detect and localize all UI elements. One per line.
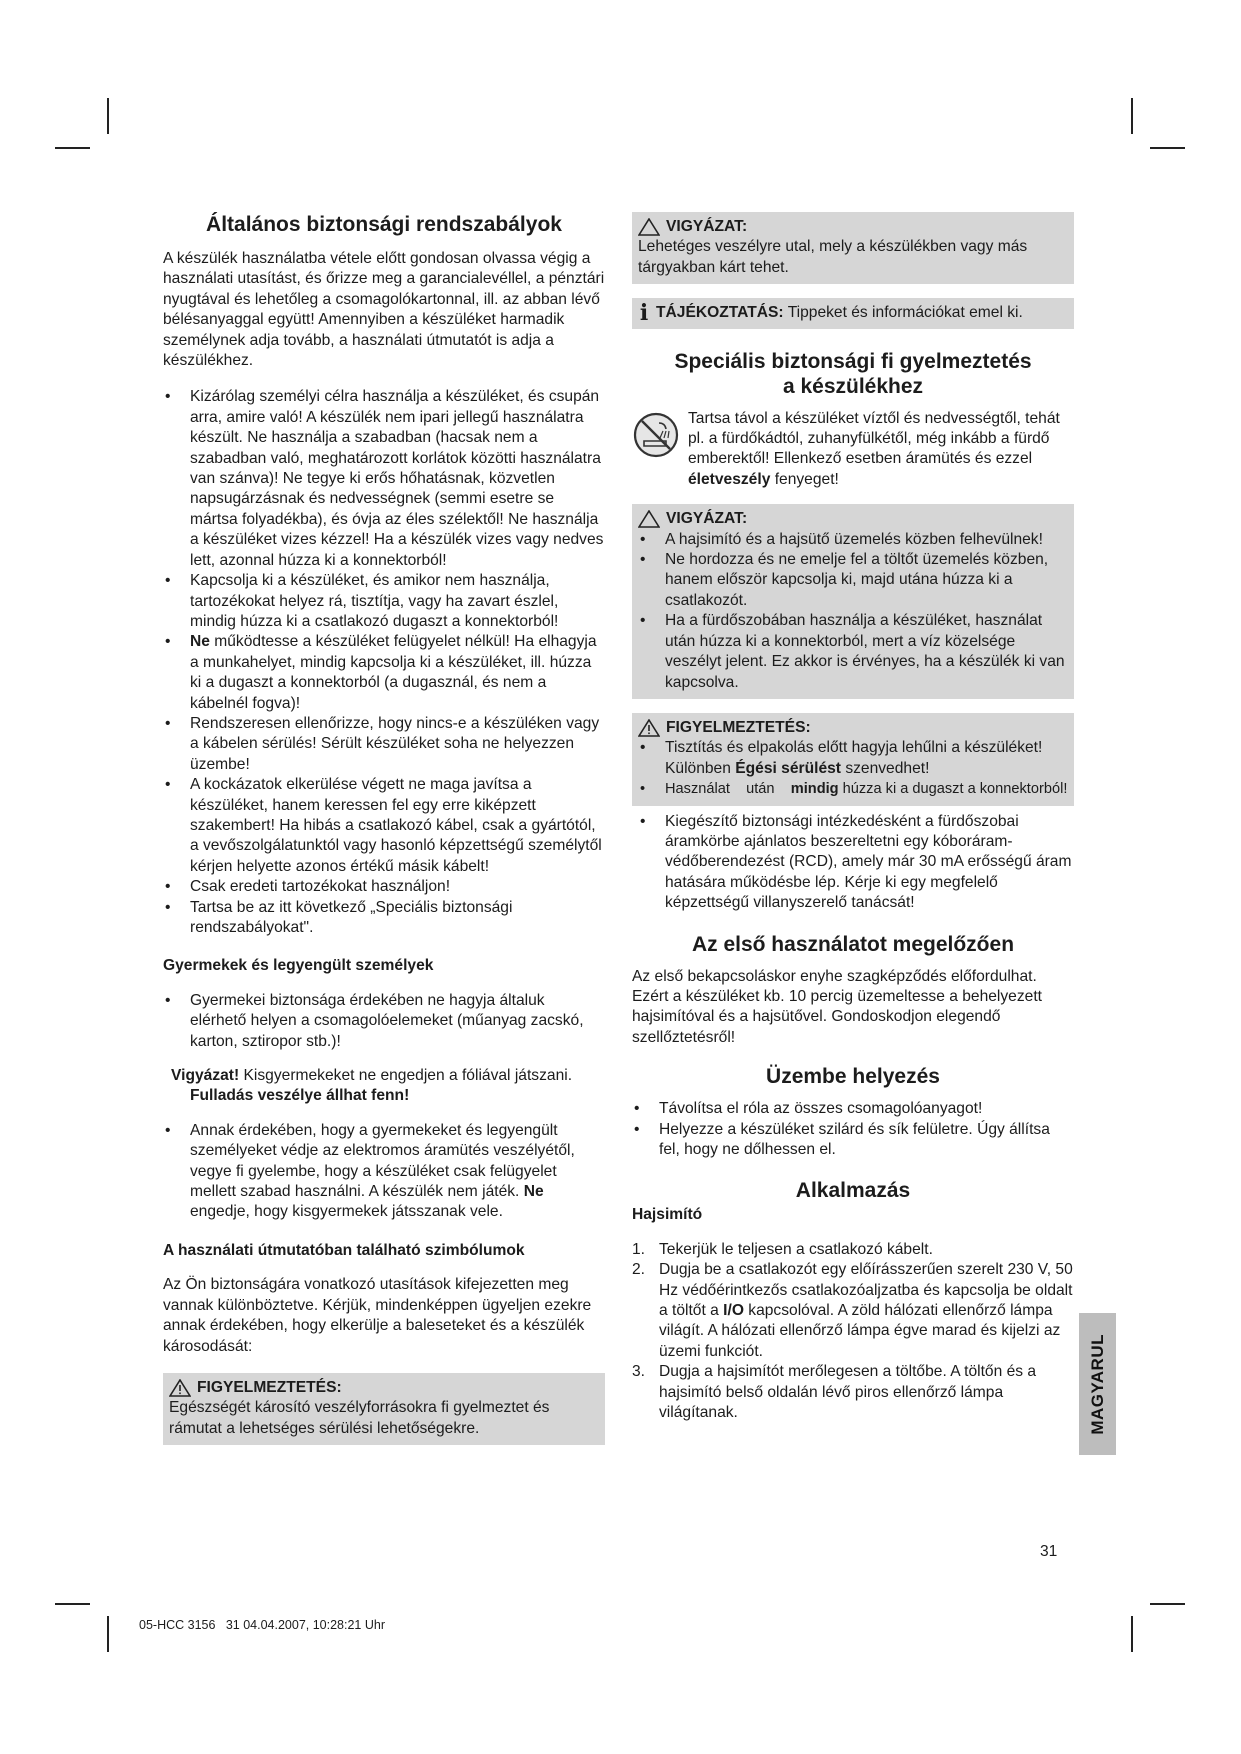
info-icon: i bbox=[639, 300, 649, 327]
step-item bbox=[632, 1260, 1074, 1362]
list-item: • Gyermekei biztonsága érdekében ne hagyja általuk elérhető helyen a csomagolóelemeket (műanyag zacskó, karton, sztiropor stb.)! bbox=[163, 991, 605, 1052]
step-item bbox=[632, 1240, 1074, 1260]
warning-box-title bbox=[638, 718, 1068, 738]
warning-box-title bbox=[169, 1378, 599, 1398]
usage-steps bbox=[632, 1240, 1074, 1424]
right-column bbox=[632, 212, 1074, 1437]
water-warning-tail: fenyeget! bbox=[770, 470, 839, 488]
list-item: • Távolítsa el róla az összes csomagolóanyagot! bbox=[632, 1099, 1074, 1119]
no-water-shower-icon bbox=[632, 411, 680, 459]
caution-title-text: VIGYÁZAT: bbox=[666, 218, 748, 235]
general-safety-list bbox=[163, 387, 605, 938]
warning-box-figyelmeztetes bbox=[632, 713, 1074, 806]
children-heading: Gyermekek és legyengült személyek bbox=[163, 957, 434, 975]
water-warning-text bbox=[688, 409, 1074, 491]
vigyazat-text: Kisgyermekeket ne engedjen a fóliával játszani. bbox=[239, 1067, 573, 1085]
warning-box-figyelmeztetes bbox=[163, 1373, 605, 1445]
list-item: • Helyezze a készüléket szilárd és sík felületre. Úgy állítsa fel, hogy ne dőlhessen el. bbox=[632, 1120, 1074, 1161]
crop-mark bbox=[107, 98, 109, 134]
vigyazat-bold: Vigyázat! bbox=[171, 1067, 240, 1085]
warning-title-text: FIGYELMEZTETÉS: bbox=[197, 1378, 342, 1396]
crop-mark bbox=[1131, 1616, 1133, 1652]
caution-box-title bbox=[638, 217, 1068, 237]
step-text: Dugja be a csatlakozót egy előírásszerűen szerelt 230 V, 50 Hz védőérintkezős csatlakozóaljzatba és kapcsolja be oldalt a töltőt a bbox=[659, 1261, 1073, 1320]
list-item-text: engedje, hogy kisgyermekek játsszanak vele. bbox=[190, 1203, 503, 1221]
info-text-body: Tippeket és információkat emel ki. bbox=[783, 304, 1023, 322]
hajsimito-heading: Hajsimító bbox=[632, 1206, 703, 1224]
list-item: • Csak eredeti tartozékokat használjon! bbox=[163, 877, 605, 897]
crop-mark bbox=[1150, 1603, 1185, 1605]
list-item-text: Tisztítás és elpakolás előtt hagyja lehűlni a készüléket! Különben bbox=[665, 739, 1043, 777]
list-item-bold: mindig bbox=[790, 781, 839, 798]
vigyazat-note bbox=[163, 1066, 605, 1107]
list-item-text: húzza ki a dugaszt a konnektorból! bbox=[838, 781, 1068, 798]
warning-box-text: Egészségét károsító veszélyforrásokra fi gyelmeztet és rámutat a lehetséges sérülési lehetőségekre. bbox=[169, 1399, 550, 1437]
first-use-text: Az első bekapcsoláskor enyhe szagképződés előfordulhat. Ezért a készüléket kb. 10 percig üzemeltesse a behelyezett hajsimítóval és a hajsütővel. Gondoskodjon elegendő szellőztetésről! bbox=[632, 967, 1042, 1046]
step-text: Tekerjük le teljesen a csatlakozó kábelt. bbox=[659, 1240, 933, 1258]
children-list bbox=[163, 991, 605, 1052]
special-safety-title bbox=[632, 349, 1074, 399]
step-bold: I/O bbox=[723, 1302, 744, 1320]
general-safety-intro: A készülék használatba vétele előtt gondosan olvassa végig a használati utasítást, és őrizze meg a garancialevéllel, a pénztári nyugtával és lehetőleg a csomagolókartonnal, ill. az abban lévő bélésanyaggal együtt! Amennyiben a készüléket harmadik személynek adja tovább, a használati útmutatót is adja a készülékhez. bbox=[163, 250, 605, 370]
language-tab-label: MAGYARUL bbox=[1087, 1333, 1107, 1435]
rcd-list bbox=[632, 812, 1074, 914]
list-item: • A kockázatok elkerülése végett ne maga javítsa a készüléket, hanem keressen fel egy erre kiképzett szakembert! Ha hibás a csatlakozó kábel, csak a gyártótól, a vevőszolgálatunktól vagy hasonló képzettségű személytől kérjen helyette azonos értékű másik kábelt! bbox=[163, 775, 605, 877]
setup-list bbox=[632, 1099, 1074, 1160]
fulladas-text: Fulladás veszélye állhat fenn! bbox=[190, 1087, 410, 1105]
list-item-text: szenvedhet! bbox=[840, 759, 930, 777]
symbols-heading: A használati útmutatóban található szimbólumok bbox=[163, 1241, 525, 1259]
list-item-text: működtesse a készüléket felügyelet nélkül! Ha elhagyja a munkahelyet, mindig kapcsolja ki a készüléket, ill. húzza ki a dugaszt a konnektorból (a dugasznál, és nem a kábelnél fogva)! bbox=[190, 633, 597, 712]
bold-ne: Ne bbox=[523, 1183, 544, 1201]
info-title: TÁJÉKOZTATÁS: bbox=[656, 304, 784, 322]
warning-triangle-icon bbox=[169, 1379, 191, 1397]
list-item bbox=[638, 779, 1068, 799]
list-item: • Kiegészítő biztonsági intézkedésként a fürdőszobai áramkörbe ajánlatos beszereltetni egy kóboráram-védőberendezést (RCD), amely már 30 mA erősségű áram hatására működésbe lép. Kérje ki egy megfelelő képzettségű villanyszerelő tanácsát! bbox=[638, 812, 1074, 914]
caution-triangle-icon bbox=[638, 218, 660, 236]
special-safety-title-line2: a készülékhez bbox=[782, 374, 924, 398]
warning-triangle-icon bbox=[638, 719, 660, 737]
list-item-text: Annak érdekében, hogy a gyermekeket és legyengült személyeket védje az elektromos áramütés veszélyétől, vegye fi gyelembe, hogy a készüléket csak felügyelet mellett szabad használni. A készülék nem játék. bbox=[190, 1121, 575, 1201]
page-number: 31 bbox=[1040, 1543, 1058, 1560]
list-item: • Rendszeresen ellenőrizze, hogy nincs-e a készüléken vagy a kábelen sérülés! Sérült készüléket soha ne helyezzen üzembe! bbox=[163, 714, 605, 775]
step-text: Dugja a hajsimítót merőlegesen a töltőbe. A töltőn és a hajsimító belső oldalán lévő piros ellenőrző lámpa világítanak. bbox=[659, 1363, 1037, 1422]
water-warning bbox=[632, 409, 1074, 491]
bold-ne: Ne bbox=[190, 633, 210, 651]
info-box bbox=[632, 298, 1074, 328]
list-item-text: Használat után bbox=[665, 781, 791, 798]
caution-box-title bbox=[638, 509, 1068, 529]
list-item: • Kapcsolja ki a készüléket, és amikor nem használja, tartozékokat helyez rá, tisztítja, vagy ha zavart észlel, mindig húzza ki a csatlakozó dugaszt a konnektorból! bbox=[163, 571, 605, 632]
list-item: • Ha a fürdőszobában használja a készüléket, használat után húzza ki a konnektorból, mert a víz közelsége veszélyt jelent. Ez akkor is érvényes, ha a készülék ki van kapcsolva. bbox=[638, 611, 1068, 693]
caution-list bbox=[638, 530, 1068, 693]
step-text: kapcsolóval. A zöld hálózati ellenőrző lámpa világít. A hálózati ellenőrző lámpa égve marad és kijelzi az üzemi funkciót. bbox=[659, 1302, 1061, 1360]
symbols-text: Az Ön biztonságára vonatkozó utasítások kifejezetten meg vannak különböztetve. Kérjük, mindenképpen ügyeljen ezekre annak érdekében, hogy elkerülje a baleseteket és a készülék károsodását: bbox=[163, 1276, 592, 1355]
water-warning-body: Tartsa távol a készüléket víztől és nedvességtől, tehát pl. a fürdőkádtól, zuhanyfülkétől, még inkább a fürdő emberektől! Ellenkező esetben áramütés és ezzel bbox=[688, 409, 1060, 468]
water-warning-bold: életveszély bbox=[688, 470, 771, 488]
children-list-2 bbox=[163, 1121, 605, 1223]
caution-box-vigyazat-2 bbox=[632, 504, 1074, 699]
list-item: • Ne hordozza és ne emelje fel a töltőt üzemelés közben, hanem először kapcsolja ki, majd utána húzza ki a csatlakozót. bbox=[638, 550, 1068, 611]
list-item: • A hajsimító és a hajsütő üzemelés közben felhevülnek! bbox=[638, 530, 1068, 550]
general-safety-title: Általános biztonsági rendszabályok bbox=[206, 213, 562, 236]
warning-list bbox=[638, 738, 1068, 799]
usage-title: Alkalmazás bbox=[795, 1179, 911, 1203]
list-item bbox=[163, 1121, 605, 1223]
setup-title: Üzembe helyezés bbox=[766, 1065, 940, 1089]
crop-mark bbox=[1150, 147, 1185, 149]
step-item bbox=[632, 1362, 1074, 1423]
step-number: 2. bbox=[632, 1261, 646, 1279]
list-item-bold: Égési sérülést bbox=[735, 759, 841, 777]
language-tab bbox=[1079, 1313, 1116, 1455]
crop-mark bbox=[55, 1603, 90, 1605]
info-text bbox=[656, 303, 1023, 323]
caution-box-vigyazat bbox=[632, 212, 1074, 284]
list-item bbox=[163, 632, 605, 714]
left-column bbox=[163, 212, 605, 1459]
list-item bbox=[638, 738, 1068, 779]
special-safety-title-line1: Speciális biztonsági fi gyelmeztetés bbox=[674, 349, 1032, 373]
list-item: • Kizárólag személyi célra használja a készüléket, és csupán arra, amire való! A készülék nem ipari jellegű használatra készült. Ne használja a szabadban (hacsak nem a szabadban való, meghatározott korlátok közötti használatra van szánva)! Ne tegye ki erős hőhatásnak, közvetlen napsugárzásnak és nedvességnek (semmi esetre se mártsa folyadékba), és óvja az éles szélektől! Ne használja a készüléket vizes kézzel! Ha a készülék vizes vagy nedves lett, azonnal húzza ki a konnektorból! bbox=[163, 387, 605, 571]
caution-title-text: VIGYÁZAT: bbox=[666, 510, 748, 528]
crop-mark bbox=[107, 1616, 109, 1652]
print-footer: 05-HCC 3156 31 04.04.2007, 10:28:21 Uhr bbox=[139, 1618, 386, 1632]
crop-mark bbox=[55, 147, 90, 149]
caution-triangle-icon bbox=[638, 510, 660, 528]
caution-box-text: Lehetéges veszélyre utal, mely a készülékben vagy más tárgyakban kárt tehet. bbox=[638, 238, 1028, 276]
step-number: 3. bbox=[632, 1363, 646, 1381]
list-item: • Tartsa be az itt következő „Speciális biztonsági rendszabályokat". bbox=[163, 898, 605, 939]
first-use-title: Az első használatot megelőzően bbox=[691, 932, 1015, 956]
step-number: 1. bbox=[632, 1240, 646, 1258]
warning-title-text: FIGYELMEZTETÉS: bbox=[666, 718, 811, 736]
crop-mark bbox=[1131, 98, 1133, 134]
